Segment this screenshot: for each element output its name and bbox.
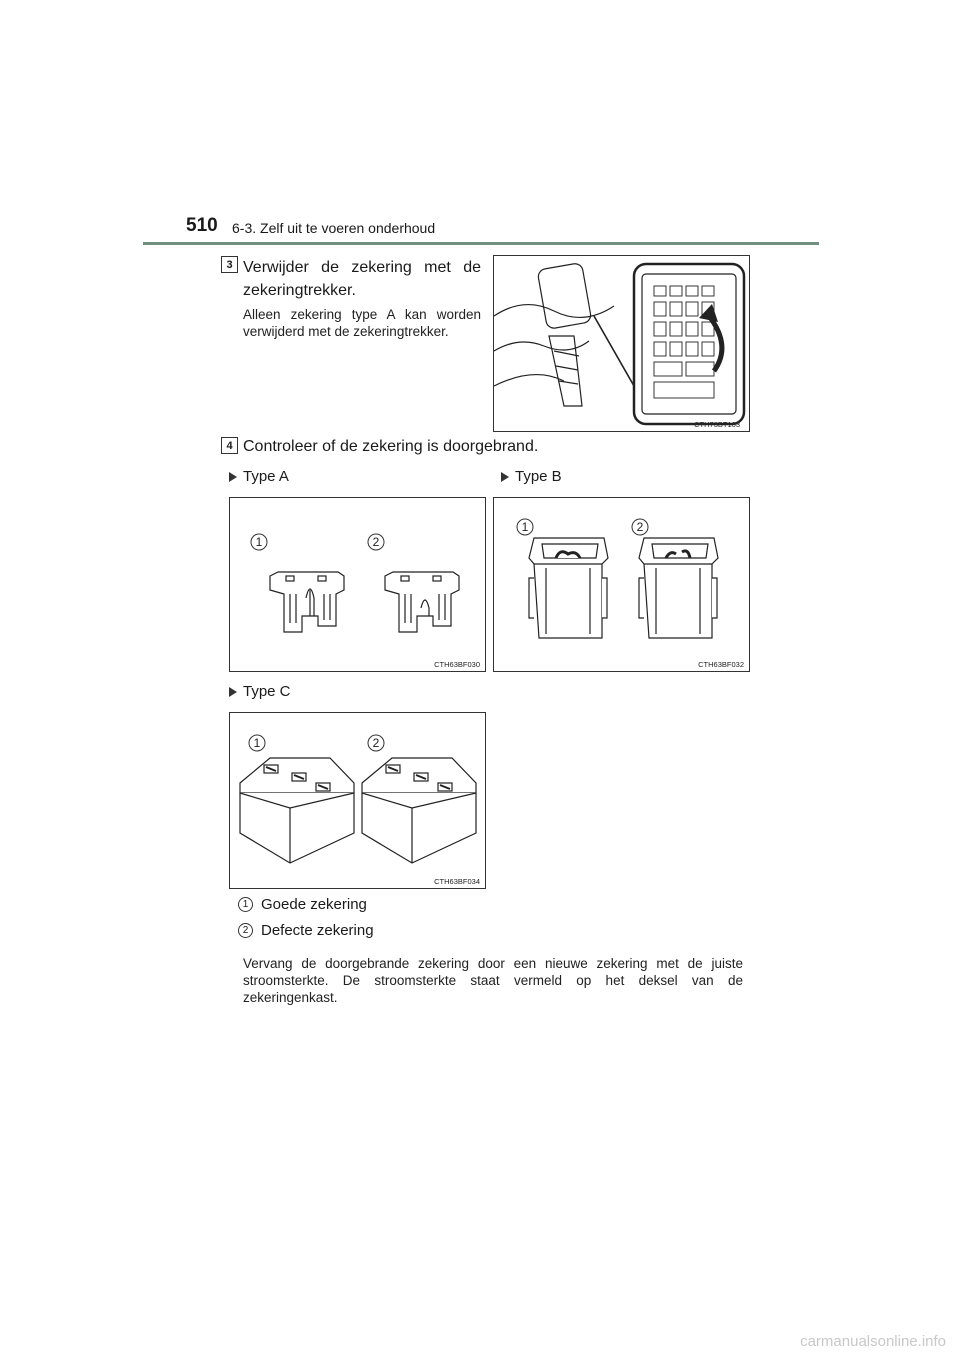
step-3-text: Verwijder de zekering met de zekeringtrekker.: [243, 259, 481, 299]
footer-watermark: carmanualsonline.info: [800, 1333, 946, 1350]
section-title: 6-3. Zelf uit te voeren onderhoud: [232, 220, 436, 236]
triangle-bullet-icon: [229, 687, 237, 697]
step-badge-4: 4: [221, 437, 238, 454]
callout-2: 2: [372, 535, 380, 549]
page-number: 510: [186, 215, 218, 236]
type-b-label: [501, 468, 562, 485]
type-b-text: Type B: [515, 468, 562, 485]
replace-fuse-note: Vervang de doorgebrande zekering door een nieuwe zekering met de juiste stroomsterkte. De stroomsterkte staat vermeld op het deksel van de zekeringenkast.: [243, 956, 743, 1005]
callout-1: 1: [521, 520, 529, 534]
type-b-fuses-illustration: [494, 498, 749, 671]
callout-1: 1: [255, 535, 263, 549]
type-c-text: Type C: [243, 683, 291, 700]
type-b-figure: [493, 497, 750, 672]
step-4-text: Controleer of de zekering is doorgebrand.: [243, 438, 539, 455]
figure-code-type-b: CTH63BF032: [698, 660, 744, 669]
header-rule: [143, 242, 819, 245]
engine-bay-illustration: [494, 256, 749, 431]
legend-defective-fuse-text: Defecte zekering: [261, 922, 374, 939]
callout-2: 2: [372, 736, 380, 750]
type-a-fuses-illustration: [230, 498, 485, 671]
type-a-label: [229, 468, 289, 485]
type-c-figure: [229, 712, 486, 889]
figure-code-type-c: CTH63BF034: [434, 877, 480, 886]
callout-1: 1: [253, 736, 261, 750]
legend-good-fuse-text: Goede zekering: [261, 896, 367, 913]
legend-defective-fuse: [238, 922, 374, 939]
figure-code-type-a: CTH63BF030: [434, 660, 480, 669]
type-c-label: [229, 683, 291, 700]
legend-good-fuse: [238, 896, 367, 913]
type-c-fuses-illustration: [230, 713, 485, 888]
step-badge-3: 3: [221, 256, 238, 273]
step-3-note: Alleen zekering type A kan worden verwijderd met de zekeringtrekker.: [243, 307, 481, 339]
callout-2: 2: [636, 520, 644, 534]
legend-number-1: 1: [238, 897, 253, 912]
legend-number-2: 2: [238, 923, 253, 938]
triangle-bullet-icon: [501, 472, 509, 482]
type-a-figure: [229, 497, 486, 672]
triangle-bullet-icon: [229, 472, 237, 482]
figure-code-step3: CTH73BT163: [694, 420, 740, 429]
fuse-box-figure: [493, 255, 750, 432]
type-a-text: Type A: [243, 468, 289, 485]
